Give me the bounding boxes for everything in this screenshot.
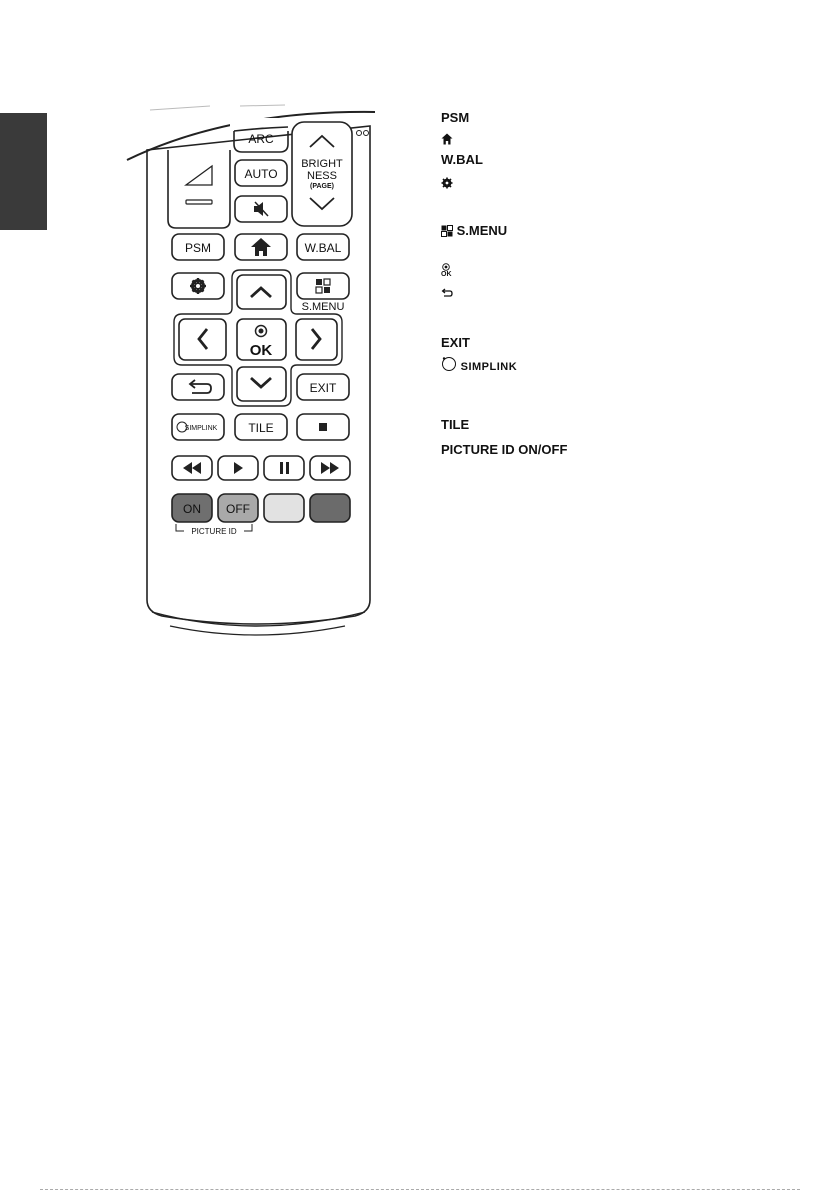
left-key[interactable] — [179, 319, 226, 360]
simplink-key-label: SIMPLINK — [184, 425, 218, 432]
brightness-label-line1: BRIGHT — [301, 158, 343, 170]
remote-control-illustration — [0, 0, 420, 660]
legend-exit: EXIT — [441, 335, 470, 350]
exit-key[interactable] — [297, 374, 349, 400]
simplink-key[interactable] — [172, 414, 224, 440]
tile-key[interactable] — [235, 414, 287, 440]
legend-picture-id: PICTURE ID ON/OFF — [441, 442, 568, 457]
legend-home — [441, 132, 453, 146]
back-key[interactable] — [172, 374, 224, 400]
legend-tile: TILE — [441, 417, 470, 432]
picture-id-on-key[interactable] — [172, 494, 212, 522]
picture-id-caption: PICTURE ID — [191, 527, 237, 536]
blank-key-dark[interactable] — [310, 494, 350, 522]
brightness-label-line2: NESS — [307, 170, 337, 182]
exit-key-label: EXIT — [309, 381, 337, 395]
settings-key[interactable] — [172, 273, 224, 299]
blank-key-light[interactable] — [264, 494, 304, 522]
legend-back — [441, 285, 453, 299]
auto-key[interactable] — [235, 160, 287, 186]
rewind-key[interactable] — [172, 456, 212, 480]
picture-id-on-label: ON — [183, 502, 201, 516]
home-key[interactable] — [235, 234, 287, 260]
psm-key-label: PSM — [184, 241, 212, 255]
wbal-key[interactable] — [297, 234, 349, 260]
back-icon — [441, 288, 453, 298]
stop-icon — [319, 423, 327, 431]
arc-key-label: ARC — [248, 132, 274, 146]
wbal-key-label: W.BAL — [304, 241, 342, 255]
play-key[interactable] — [218, 456, 258, 480]
smenu-icon — [441, 225, 453, 237]
mute-key[interactable] — [235, 196, 287, 222]
fast-forward-key[interactable] — [310, 456, 350, 480]
smenu-caption: S.MENU — [301, 301, 345, 313]
picture-id-off-label: OFF — [226, 502, 250, 516]
tile-key-label: TILE — [248, 421, 274, 435]
page-edge-line — [40, 1189, 800, 1190]
remote-top-faint — [150, 105, 285, 110]
ok-icon — [442, 263, 450, 271]
ok-key-label: OK — [249, 342, 273, 359]
remote-bottom-curve-2 — [170, 626, 345, 635]
up-key[interactable] — [237, 275, 286, 309]
legend-smenu: S.MENU — [441, 224, 507, 238]
simplink-icon — [441, 356, 457, 372]
ok-key[interactable] — [237, 319, 286, 360]
pause-key[interactable] — [264, 456, 304, 480]
legend-settings — [441, 176, 453, 190]
down-key[interactable] — [237, 367, 286, 401]
psm-key[interactable] — [172, 234, 224, 260]
right-key[interactable] — [296, 319, 337, 360]
auto-key-label: AUTO — [244, 167, 278, 181]
picture-id-off-key[interactable] — [218, 494, 258, 522]
smenu-key[interactable] — [297, 273, 349, 313]
legend-psm: PSM — [441, 110, 470, 125]
home-icon — [441, 133, 453, 145]
brightness-key[interactable] — [292, 122, 352, 226]
stop-key[interactable] — [297, 414, 349, 440]
legend-wbal: W.BAL — [441, 152, 483, 167]
legend-ok: OK — [441, 263, 452, 279]
brightness-page-label: (PAGE) — [310, 183, 334, 190]
legend-simplink: SIMPLINK — [441, 356, 517, 374]
gear-icon — [441, 177, 453, 189]
